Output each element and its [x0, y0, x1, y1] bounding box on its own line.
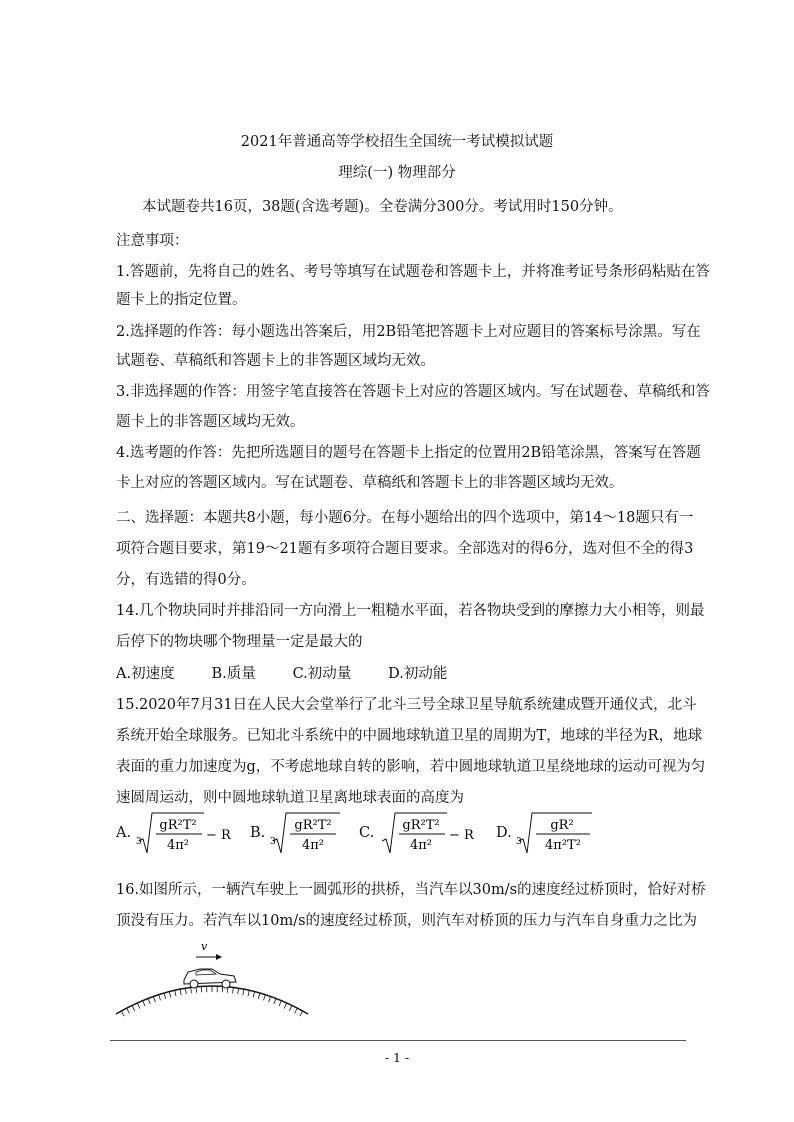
hatch-mark	[164, 993, 166, 999]
notes-heading: 注意事项：	[116, 233, 189, 249]
root-index: 3	[269, 837, 276, 847]
hatch-mark	[143, 1001, 145, 1007]
note-3-line-2: 题卡上的非答题区域均无效。	[116, 414, 305, 430]
hatch-mark	[159, 995, 161, 1001]
velocity-arrowhead	[216, 954, 222, 960]
exam-title: 2021年普通高等学校招生全国统一考试模拟试题	[240, 134, 554, 150]
q15-line-4: 速圆周运动，则中圆地球轨道卫星离地球表面的高度为	[116, 790, 464, 806]
option-a-letter: A.	[116, 825, 132, 841]
q15-option-a	[116, 809, 231, 857]
hatch-mark	[132, 1005, 135, 1010]
page-number: - 1 -	[384, 1050, 410, 1065]
hatch-mark	[263, 995, 265, 1001]
formula-b	[270, 809, 344, 857]
section-line-1: 二、选择题：本题共8小题，每小题6分。在每小题给出的四个选项中，第14～18题只有一	[116, 510, 694, 526]
hatch-mark	[289, 1005, 292, 1010]
q15-option-b	[250, 809, 344, 857]
minus-r: − R	[448, 828, 474, 843]
hatch-mark	[127, 1008, 130, 1013]
option-d-letter: D.	[496, 825, 512, 841]
hatch-mark	[153, 996, 155, 1002]
hatch-mark	[148, 998, 150, 1004]
hatch-mark	[169, 992, 171, 998]
numerator: gR²	[550, 818, 574, 833]
q15-options	[116, 809, 686, 859]
section-line-2: 项符合题目要求，第19～21题有多项符合题目要求。全部选对的得6分，选对但不全的得3	[116, 541, 694, 557]
formula-a	[135, 809, 231, 857]
option-c-letter: C.	[359, 825, 375, 841]
car-icon	[184, 969, 236, 988]
q15-line-1: 15.2020年7月31日在人民大会堂举行了北斗三号全球卫星导航系统建成暨开通仪式，北斗	[116, 697, 697, 713]
hatch-mark	[253, 992, 255, 998]
q15-line-2: 系统开始全球服务。已知北斗系统中的中圆地球轨道卫星的周期为T，地球的半径为R，地球	[116, 728, 703, 744]
footer-divider	[110, 1040, 686, 1041]
hatch-mark	[233, 987, 234, 993]
note-4-line-1: 4.选考题的作答：先把所选题目的题号在答题卡上指定的位置用2B铅笔涂黑，答案写在答题	[116, 445, 701, 461]
hatch-mark	[258, 993, 260, 999]
numerator: gR²T²	[402, 818, 440, 833]
note-2-line-2: 试题卷、草稿纸和答题卡上的非答题区域均无效。	[116, 353, 435, 369]
denominator: 4π²	[301, 838, 324, 853]
q15-option-c	[359, 809, 474, 857]
q14-options: A.初速度 B.质量 C.初动量 D.初动能	[116, 666, 448, 682]
hatch-mark	[248, 990, 249, 996]
q14-line-2: 后停下的物块哪个物理量一定是最大的	[116, 634, 363, 650]
denominator: 4π²	[409, 838, 432, 853]
note-1-line-1: 1.答题前，先将自己的姓名、考号等填写在试题卷和答题卡上，并将准考证号条形码粘贴在答	[116, 264, 710, 280]
hatch-mark	[243, 989, 244, 995]
note-2-line-1: 2.选择题的作答：每小题选出答案后，用2B铅笔把答题卡上对应题目的答案标号涂黑。写在	[116, 324, 701, 340]
formula-d	[516, 809, 596, 857]
hatch-mark	[274, 998, 276, 1004]
hatch-mark	[191, 987, 192, 993]
q16-line-2: 顶没有压力。若汽车以10m/s的速度经过桥顶，则汽车对桥顶的压力与汽车自身重力之比为	[116, 913, 698, 929]
formula-c	[379, 809, 474, 857]
q15-option-d	[496, 809, 596, 857]
numerator: gR²T²	[294, 818, 332, 833]
hatch-mark	[269, 996, 271, 1002]
note-1-line-2: 题卡上的指定位置。	[116, 292, 247, 308]
section-line-3: 分，有选错的得0分。	[116, 572, 256, 588]
hatch-mark	[185, 988, 186, 994]
root-index: 3	[135, 837, 142, 847]
denominator: 4π²T²	[545, 838, 582, 853]
hatch-mark	[295, 1008, 298, 1013]
q15-line-3: 表面的重力加速度为g，不考虑地球自转的影响，若中圆地球轨道卫星绕地球的运动可视为匀	[116, 759, 706, 775]
hatch-mark	[175, 990, 176, 996]
bridge-figure	[112, 936, 312, 1020]
hatch-mark	[238, 988, 239, 994]
note-4-line-2: 卡上对应的答题区域内。写在试题卷、草稿纸和答题卡上的非答题区域均无效。	[116, 475, 624, 491]
numerator: gR²T²	[159, 818, 197, 833]
hatch-mark	[137, 1003, 139, 1008]
denominator: 4π²	[166, 838, 189, 853]
note-3-line-1: 3.非选择题的作答：用签字笔直接答在答题卡上对应的答题区域内。写在试题卷、草稿纸和答	[116, 384, 710, 400]
velocity-label: v	[201, 940, 208, 953]
option-b-letter: B.	[250, 825, 266, 841]
bridge-hatching	[121, 986, 302, 1016]
minus-r: − R	[205, 828, 231, 843]
intro-text: 本试题卷共16页，38题(含选考题)。全卷满分300分。考试用时150分钟。	[142, 199, 623, 215]
hatch-mark	[300, 1011, 303, 1016]
q14-line-1: 14.几个物块同时并排沿同一方向滑上一粗糙水平面，若各物块受到的摩擦力大小相等，则最	[116, 603, 705, 619]
hatch-mark	[180, 989, 181, 995]
root-index: 3	[516, 837, 523, 847]
hatch-mark	[284, 1003, 286, 1008]
hatch-mark	[279, 1001, 281, 1007]
q16-line-1: 16.如图所示，一辆汽车驶上一圆弧形的拱桥，当汽车以30m/s的速度经过桥顶时，恰好对桥	[116, 882, 706, 898]
hatch-mark	[121, 1011, 124, 1016]
exam-subtitle: 理综(一) 物理部分	[338, 165, 456, 181]
